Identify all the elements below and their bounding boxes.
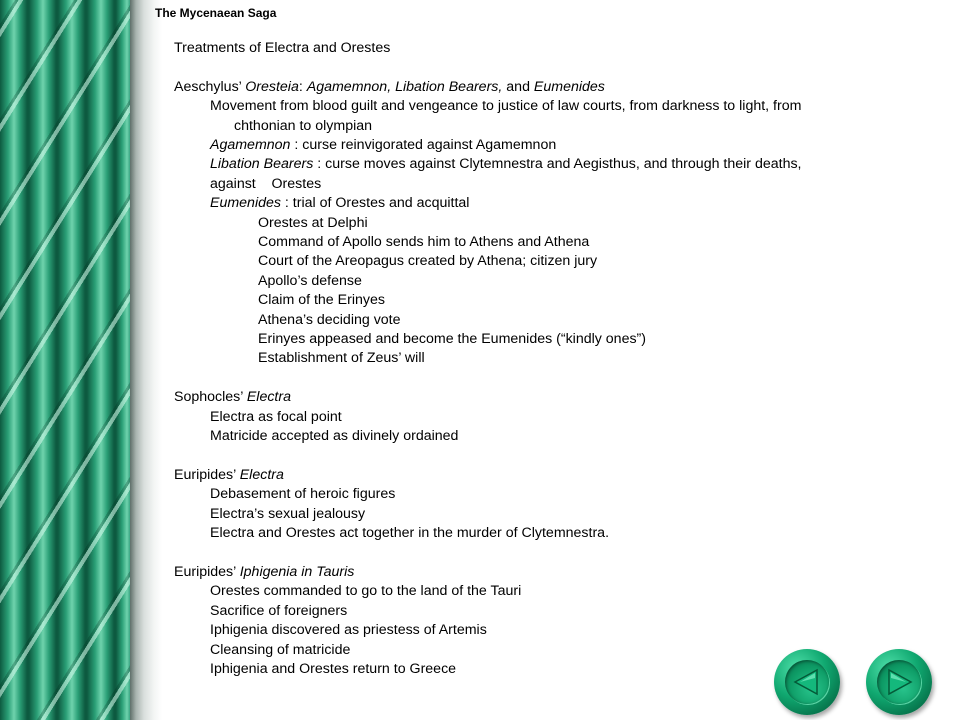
list-item: Matricide accepted as divinely ordained	[210, 428, 459, 445]
movement-point: Movement from blood guilt and vengeance to justice of law courts, from darkness to light, from	[210, 98, 802, 115]
list-item: Iphigenia and Orestes return to Greece	[210, 660, 457, 677]
work-title: Oresteia	[245, 78, 299, 95]
point-text: : curse reinvigorated against Agamemnon	[290, 137, 557, 154]
play-title: Eumenides	[210, 195, 281, 212]
movement-point-continued: chthonian to olympian	[234, 117, 373, 134]
section-heading-euripides-iphigenia	[174, 563, 914, 582]
play-titles: Agamemnon, Libation Bearers,	[306, 78, 503, 95]
presentation-title: The Mycenaean Saga	[155, 6, 277, 20]
list-item: Apollo’s defense	[258, 272, 362, 289]
play-title: Agamemnon	[210, 137, 291, 154]
list-item: Erinyes appeased and become the Eumenides (“kindly ones”)	[258, 331, 647, 348]
author-text: Sophocles’	[174, 389, 247, 406]
slide-heading: Treatments of Electra and Orestes	[174, 40, 391, 56]
agamemnon-point	[174, 136, 914, 155]
section-heading-sophocles	[174, 388, 914, 407]
list-item: Sacrifice of foreigners	[210, 602, 348, 619]
work-title: Iphigenia in Tauris	[239, 563, 355, 580]
list-item: Orestes commanded to go to the land of the Tauri	[210, 583, 522, 600]
author-text: Euripides’	[174, 563, 240, 580]
list-item: Orestes at Delphi	[258, 214, 368, 231]
libation-bearers-point	[174, 155, 914, 174]
list-item: Iphigenia discovered as priestess of Artemis	[210, 622, 487, 639]
point-text: : curse moves against Clytemnestra and Aegisthus, and through their deaths,	[313, 156, 802, 173]
list-item: Electra’s sexual jealousy	[210, 505, 366, 522]
conjunction-text: and	[502, 78, 534, 95]
list-item: Electra as focal point	[210, 408, 342, 425]
next-slide-button[interactable]	[866, 649, 932, 715]
author-text: Euripides’	[174, 466, 240, 483]
play-title: Libation Bearers	[210, 156, 314, 173]
list-item: Athena’s deciding vote	[258, 311, 401, 328]
triangle-left-icon	[791, 666, 823, 698]
list-item: Cleansing of matricide	[210, 641, 351, 658]
list-item: Debasement of heroic figures	[210, 486, 396, 503]
banner-shadow-edge	[130, 0, 162, 720]
work-title: Electra	[239, 466, 284, 483]
play-title-last: Eumenides	[533, 78, 605, 95]
list-item: Court of the Areopagus created by Athena; citizen jury	[258, 253, 598, 270]
point-text: : trial of Orestes and acquittal	[280, 195, 470, 212]
list-item: Electra and Orestes act together in the murder of Clytemnestra.	[210, 525, 610, 542]
slide-content	[174, 39, 914, 679]
section-heading-aeschylus	[174, 78, 914, 97]
list-item: Establishment of Zeus’ will	[258, 350, 425, 367]
previous-slide-button[interactable]	[774, 649, 840, 715]
author-text: Aeschylus’	[174, 78, 246, 95]
section-heading-euripides-electra	[174, 466, 914, 485]
list-item: Claim of the Erinyes	[258, 292, 385, 309]
list-item: Command of Apollo sends him to Athens and Athena	[258, 234, 590, 251]
triangle-right-icon	[883, 666, 915, 698]
libation-bearers-continued: against Orestes	[210, 175, 322, 192]
work-title: Electra	[246, 389, 291, 406]
separator-text: :	[298, 78, 307, 95]
eumenides-point	[174, 194, 914, 213]
decorative-side-banner	[0, 0, 130, 720]
